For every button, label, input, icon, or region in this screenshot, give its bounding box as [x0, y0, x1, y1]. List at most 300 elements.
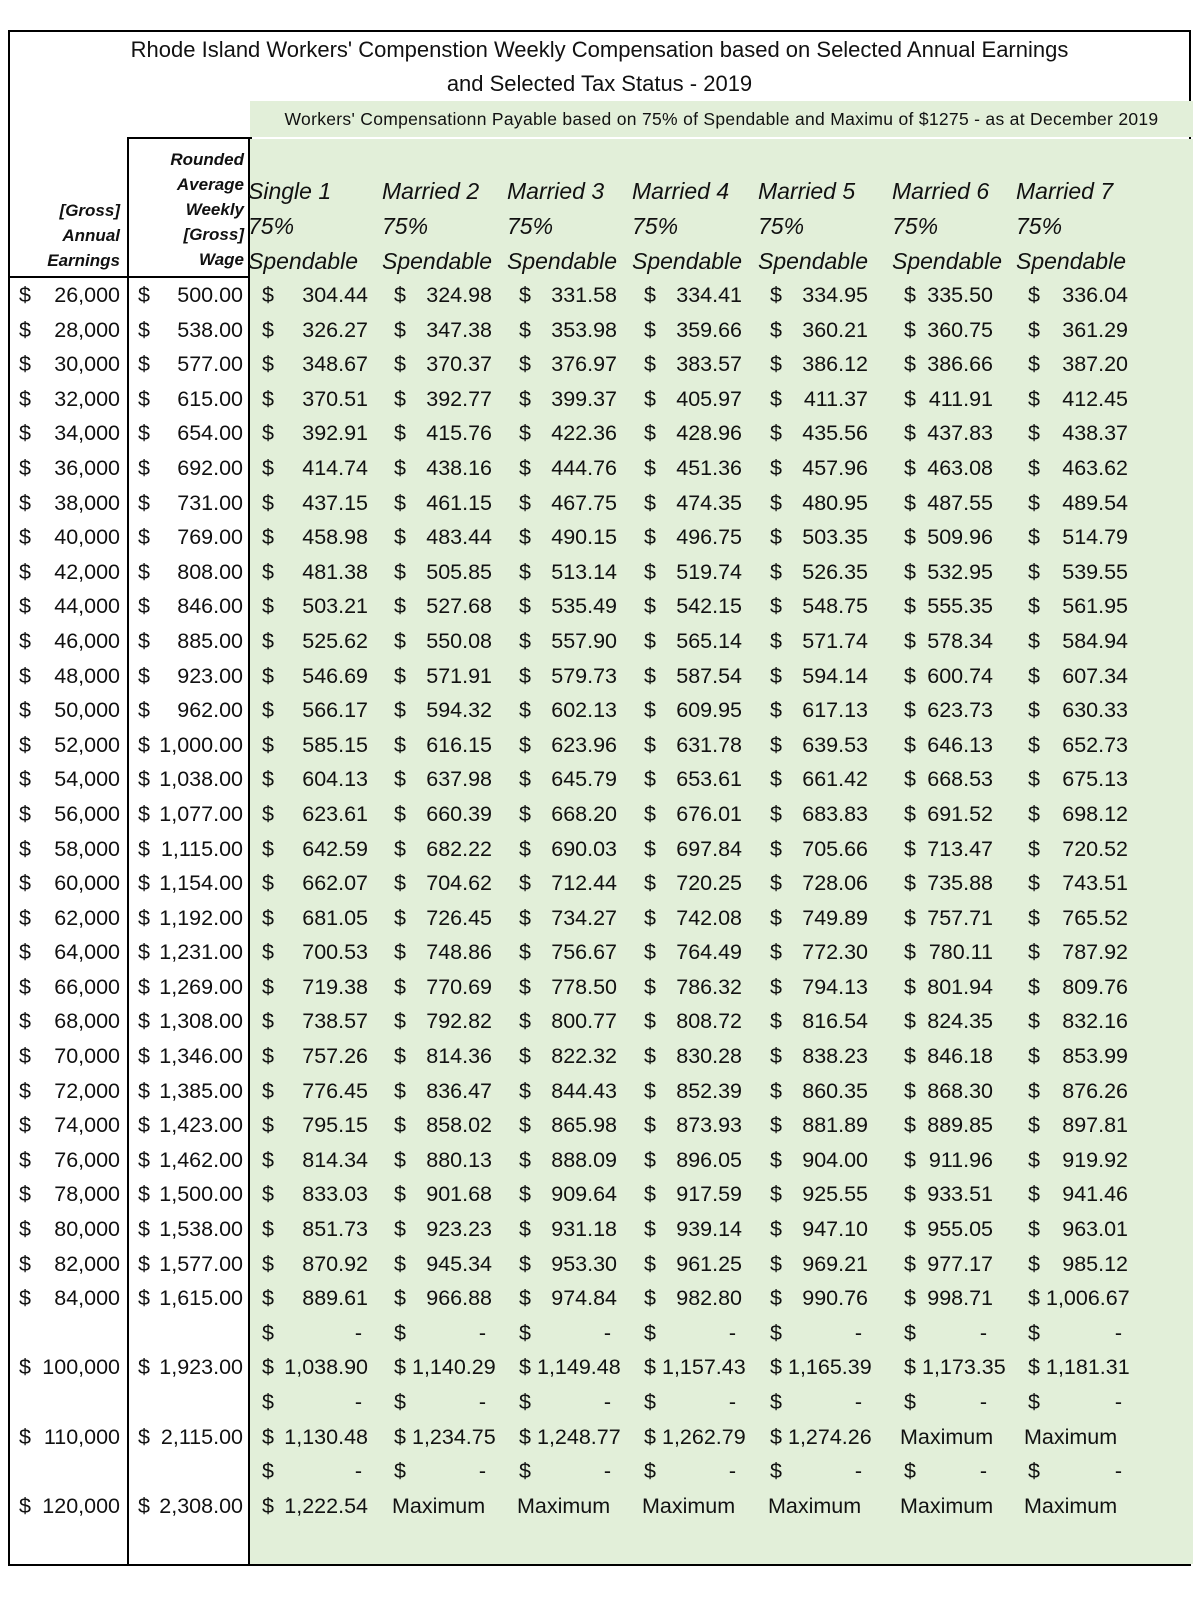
compensation-currency-symbol: $ — [644, 698, 656, 723]
compensation-value: 853.99 — [1062, 1044, 1128, 1069]
compensation-value: 630.33 — [1062, 698, 1128, 723]
compensation-empty-value: - — [478, 1320, 486, 1345]
annual-earnings: 32,000 — [54, 386, 120, 411]
compensation-value: 808.72 — [676, 1009, 742, 1034]
compensation-value: 326.27 — [302, 317, 368, 342]
compensation-currency-symbol: $ — [394, 836, 406, 861]
compensation-value: 623.96 — [551, 732, 617, 757]
compensation-value: 481.38 — [302, 559, 368, 584]
annual-currency-symbol: $ — [19, 1078, 31, 1103]
compensation-value: 814.36 — [426, 1044, 492, 1069]
compensation-maximum: Maximum — [1024, 1493, 1118, 1518]
compensation-currency-symbol: $ — [394, 1078, 406, 1103]
compensation-value: 901.68 — [426, 1182, 492, 1207]
compensation-value: 548.75 — [802, 594, 868, 619]
weekly-wage: 1,000.00 — [159, 732, 243, 757]
compensation-currency-symbol: $ — [262, 283, 274, 307]
compensation-value: 889.61 — [302, 1286, 368, 1311]
compensation-value: 463.62 — [1062, 455, 1128, 480]
compensation-value: 376.97 — [551, 352, 617, 377]
compensation-currency-symbol: $ — [770, 1217, 782, 1242]
table-row — [10, 1214, 1189, 1249]
table-row — [10, 1422, 1189, 1457]
table-title-line-1: Rhode Island Workers' Compenstion Weekly Compensation based on Selected Annual Earnings — [130, 37, 1069, 62]
compensation-value: 691.52 — [927, 801, 993, 826]
compensation-currency-symbol: $ — [904, 1251, 916, 1276]
table-row — [10, 1352, 1189, 1387]
compensation-currency-symbol: $ — [904, 1320, 916, 1345]
annual-earnings: 120,000 — [42, 1493, 120, 1518]
table-body — [10, 280, 1189, 1525]
compensation-currency-symbol: $ — [904, 1390, 916, 1414]
compensation-value: 1,173.35 — [922, 1355, 1006, 1380]
compensation-value: 941.46 — [1062, 1182, 1128, 1207]
column-header-line: Spendable — [507, 248, 617, 274]
compensation-currency-symbol: $ — [904, 1217, 916, 1242]
compensation-currency-symbol: $ — [519, 1251, 531, 1276]
table-row — [10, 557, 1189, 592]
compensation-value: 661.42 — [802, 767, 868, 792]
compensation-currency-symbol: $ — [262, 1113, 274, 1138]
table-row — [10, 418, 1189, 453]
table-row — [10, 349, 1189, 384]
wage-currency-symbol: $ — [138, 767, 150, 792]
column-header-1 — [248, 174, 358, 279]
compensation-value: 683.83 — [802, 801, 868, 826]
compensation-value: 463.08 — [927, 455, 993, 480]
compensation-currency-symbol: $ — [519, 559, 531, 584]
wage-currency-symbol: $ — [138, 283, 150, 307]
compensation-currency-symbol: $ — [904, 836, 916, 861]
column-header-6 — [892, 174, 1002, 279]
annual-earnings: 36,000 — [54, 455, 120, 480]
compensation-value: 719.38 — [302, 974, 368, 999]
compensation-value: 772.30 — [802, 940, 868, 965]
compensation-value: 566.17 — [302, 698, 368, 723]
annual-earnings: 76,000 — [54, 1147, 120, 1172]
compensation-currency-symbol: $ — [262, 974, 274, 999]
compensation-value: 720.52 — [1062, 836, 1128, 861]
column-header-line: Spendable — [248, 248, 358, 274]
compensation-table — [8, 30, 1191, 1566]
compensation-value: 824.35 — [927, 1009, 993, 1034]
compensation-value: 438.37 — [1062, 421, 1128, 446]
table-row — [10, 453, 1189, 488]
compensation-maximum: Maximum — [900, 1493, 994, 1518]
annual-earnings: 42,000 — [54, 559, 120, 584]
compensation-value: 399.37 — [551, 386, 617, 411]
compensation-value: 809.76 — [1062, 974, 1128, 999]
compensation-currency-symbol: $ — [1028, 525, 1040, 550]
weekly-wage: 846.00 — [177, 594, 243, 619]
compensation-value: 765.52 — [1062, 905, 1128, 930]
compensation-currency-symbol: $ — [644, 1251, 656, 1276]
compensation-value: 668.20 — [551, 801, 617, 826]
compensation-currency-symbol: $ — [262, 525, 274, 550]
compensation-currency-symbol: $ — [262, 871, 274, 896]
table-subtitle: Workers' Compensationn Payable based on 75% of Spendable and Maximu of $1275 - as at December 2019 — [284, 109, 1159, 129]
table-row — [10, 1249, 1189, 1284]
compensation-empty-value: - — [603, 1320, 611, 1345]
column-header-line: 75% — [507, 213, 554, 239]
compensation-value: 458.98 — [302, 525, 368, 550]
wage-currency-symbol: $ — [138, 628, 150, 653]
compensation-value: 947.10 — [802, 1217, 868, 1242]
column-header-line: Spendable — [382, 248, 492, 274]
compensation-currency-symbol: $ — [770, 1009, 782, 1034]
weekly-wage: 1,154.00 — [159, 871, 243, 896]
compensation-value: 726.45 — [426, 905, 492, 930]
compensation-currency-symbol: $ — [904, 525, 916, 550]
compensation-currency-symbol: $ — [519, 1044, 531, 1069]
compensation-currency-symbol: $ — [644, 628, 656, 653]
header-annual-earnings — [10, 198, 120, 273]
compensation-value: 757.71 — [927, 905, 993, 930]
annual-earnings: 28,000 — [54, 317, 120, 342]
annual-earnings: 110,000 — [43, 1424, 120, 1449]
compensation-value: 832.16 — [1062, 1009, 1128, 1034]
compensation-value: 1,149.48 — [537, 1355, 621, 1380]
compensation-value: 550.08 — [426, 628, 492, 653]
wage-currency-symbol: $ — [138, 490, 150, 515]
compensation-value: 645.79 — [551, 767, 617, 792]
annual-currency-symbol: $ — [19, 801, 31, 826]
compensation-currency-symbol: $ — [262, 767, 274, 792]
table-row — [10, 868, 1189, 903]
compensation-currency-symbol: $ — [1028, 1044, 1040, 1069]
compensation-currency-symbol: $ — [262, 836, 274, 861]
compensation-currency-symbol: $ — [262, 421, 274, 446]
compensation-currency-symbol: $ — [519, 732, 531, 757]
compensation-currency-symbol: $ — [262, 698, 274, 723]
compensation-currency-symbol: $ — [644, 1113, 656, 1138]
compensation-currency-symbol: $ — [904, 455, 916, 480]
compensation-value: 483.44 — [426, 525, 492, 550]
compensation-value: 607.34 — [1062, 663, 1128, 688]
compensation-value: 348.67 — [302, 352, 368, 377]
annual-currency-symbol: $ — [19, 1251, 31, 1276]
weekly-wage: 1,538.00 — [159, 1217, 243, 1242]
compensation-value: 705.66 — [802, 836, 868, 861]
column-header-line: Single 1 — [248, 178, 332, 204]
annual-currency-symbol: $ — [19, 698, 31, 723]
weekly-wage: 1,077.00 — [159, 801, 243, 826]
compensation-currency-symbol: $ — [394, 1355, 406, 1380]
table-row — [10, 799, 1189, 834]
compensation-value: 1,222.54 — [284, 1493, 368, 1518]
compensation-value: 532.95 — [927, 559, 993, 584]
compensation-value: 331.58 — [551, 283, 617, 307]
table-row — [10, 764, 1189, 799]
compensation-value: 833.03 — [302, 1182, 368, 1207]
compensation-currency-symbol: $ — [904, 1078, 916, 1103]
compensation-value: 578.34 — [927, 628, 993, 653]
compensation-currency-symbol: $ — [519, 1182, 531, 1207]
weekly-wage: 1,346.00 — [159, 1044, 243, 1069]
compensation-value: 411.37 — [803, 386, 868, 411]
annual-currency-symbol: $ — [19, 1286, 31, 1311]
compensation-value: 830.28 — [676, 1044, 742, 1069]
compensation-value: 697.84 — [676, 836, 742, 861]
compensation-value: 353.98 — [551, 317, 617, 342]
table-row — [10, 1387, 1189, 1422]
compensation-currency-symbol: $ — [770, 1147, 782, 1172]
compensation-value: 334.41 — [676, 283, 742, 307]
wage-currency-symbol: $ — [138, 1147, 150, 1172]
compensation-value: 743.51 — [1062, 871, 1128, 896]
compensation-currency-symbol: $ — [1028, 732, 1040, 757]
compensation-currency-symbol: $ — [1028, 594, 1040, 619]
compensation-currency-symbol: $ — [904, 421, 916, 446]
compensation-value: 728.06 — [802, 871, 868, 896]
table-title-line-2: and Selected Tax Status - 2019 — [446, 71, 753, 96]
compensation-empty-value: - — [854, 1320, 862, 1345]
compensation-empty-value: - — [354, 1390, 362, 1414]
compensation-currency-symbol: $ — [519, 1320, 531, 1345]
weekly-wage: 1,577.00 — [159, 1251, 243, 1276]
compensation-value: 584.94 — [1062, 628, 1128, 653]
column-header-5 — [758, 174, 868, 279]
column-header-line: Spendable — [758, 248, 868, 274]
table-row — [10, 972, 1189, 1007]
compensation-value: 535.49 — [551, 594, 617, 619]
table-row — [10, 1283, 1189, 1318]
compensation-value: 990.76 — [802, 1286, 868, 1311]
column-header-line: 75% — [382, 213, 429, 239]
compensation-value: 778.50 — [551, 974, 617, 999]
compensation-currency-symbol: $ — [644, 594, 656, 619]
compensation-value: 787.92 — [1062, 940, 1128, 965]
compensation-currency-symbol: $ — [394, 974, 406, 999]
compensation-currency-symbol: $ — [644, 352, 656, 377]
compensation-value: 974.84 — [551, 1286, 617, 1311]
compensation-value: 801.94 — [927, 974, 993, 999]
compensation-currency-symbol: $ — [1028, 1113, 1040, 1138]
compensation-currency-symbol: $ — [262, 732, 274, 757]
annual-earnings: 46,000 — [54, 628, 120, 653]
compensation-currency-symbol: $ — [519, 490, 531, 515]
compensation-value: 435.56 — [802, 421, 868, 446]
compensation-empty-value: - — [728, 1320, 736, 1345]
compensation-value: 764.49 — [676, 940, 742, 965]
compensation-value: 324.98 — [426, 283, 492, 307]
wage-currency-symbol: $ — [138, 1044, 150, 1069]
compensation-value: 969.21 — [802, 1251, 868, 1276]
compensation-value: 579.73 — [551, 663, 617, 688]
wage-currency-symbol: $ — [138, 1182, 150, 1207]
compensation-value: 933.51 — [927, 1182, 993, 1207]
annual-currency-symbol: $ — [19, 663, 31, 688]
annual-currency-symbol: $ — [19, 732, 31, 757]
column-header-7 — [1016, 174, 1126, 279]
wage-currency-symbol: $ — [138, 663, 150, 688]
weekly-wage: 1,500.00 — [159, 1182, 243, 1207]
compensation-value: 383.57 — [676, 352, 742, 377]
weekly-wage: 1,923.00 — [159, 1355, 243, 1380]
compensation-currency-symbol: $ — [644, 1078, 656, 1103]
annual-earnings: 66,000 — [54, 974, 120, 999]
compensation-value: 870.92 — [302, 1251, 368, 1276]
compensation-currency-symbol: $ — [904, 940, 916, 965]
header-weekly-wage — [129, 147, 244, 272]
compensation-value: 852.39 — [676, 1078, 742, 1103]
compensation-currency-symbol: $ — [770, 974, 782, 999]
header-wage-line: Rounded — [170, 150, 244, 169]
compensation-value: 713.47 — [927, 836, 993, 861]
compensation-value: 571.74 — [802, 628, 868, 653]
annual-earnings: 78,000 — [54, 1182, 120, 1207]
compensation-currency-symbol: $ — [770, 871, 782, 896]
compensation-currency-symbol: $ — [262, 940, 274, 965]
wage-currency-symbol: $ — [138, 871, 150, 896]
compensation-empty-value: - — [728, 1459, 736, 1484]
table-row — [10, 488, 1189, 523]
compensation-currency-symbol: $ — [519, 283, 531, 307]
compensation-currency-symbol: $ — [1028, 283, 1040, 307]
compensation-value: 880.13 — [426, 1147, 492, 1172]
compensation-value: 1,038.90 — [284, 1355, 368, 1380]
compensation-value: 461.15 — [426, 490, 492, 515]
compensation-currency-symbol: $ — [1028, 767, 1040, 792]
column-header-line: 75% — [892, 213, 939, 239]
annual-earnings: 52,000 — [54, 732, 120, 757]
compensation-value: 780.11 — [928, 940, 993, 965]
compensation-currency-symbol: $ — [904, 732, 916, 757]
annual-currency-symbol: $ — [19, 421, 31, 446]
compensation-currency-symbol: $ — [394, 1251, 406, 1276]
compensation-value: 557.90 — [551, 628, 617, 653]
compensation-currency-symbol: $ — [1028, 801, 1040, 826]
compensation-value: 639.53 — [802, 732, 868, 757]
compensation-value: 865.98 — [551, 1113, 617, 1138]
annual-currency-symbol: $ — [19, 352, 31, 377]
annual-earnings: 60,000 — [54, 871, 120, 896]
wage-currency-symbol: $ — [138, 801, 150, 826]
wage-currency-symbol: $ — [138, 1493, 150, 1518]
compensation-value: 662.07 — [302, 871, 368, 896]
column-header-line: 75% — [248, 213, 295, 239]
compensation-currency-symbol: $ — [1028, 1390, 1040, 1414]
compensation-value: 600.74 — [927, 663, 993, 688]
weekly-wage: 1,269.00 — [159, 974, 243, 999]
column-header-line: Married 6 — [892, 178, 990, 204]
compensation-currency-symbol: $ — [262, 1355, 274, 1380]
column-header-line: Married 7 — [1016, 178, 1114, 204]
annual-currency-symbol: $ — [19, 1147, 31, 1172]
compensation-currency-symbol: $ — [394, 628, 406, 653]
compensation-currency-symbol: $ — [904, 698, 916, 723]
compensation-value: 836.47 — [426, 1078, 492, 1103]
compensation-value: 386.12 — [802, 352, 868, 377]
compensation-value: 675.13 — [1062, 767, 1128, 792]
wage-currency-symbol: $ — [138, 1078, 150, 1103]
compensation-currency-symbol: $ — [394, 1113, 406, 1138]
annual-earnings: 30,000 — [54, 352, 120, 377]
header-divider-bottom — [10, 276, 250, 278]
compensation-currency-symbol: $ — [262, 1044, 274, 1069]
compensation-value: 881.89 — [802, 1113, 868, 1138]
compensation-value: 814.34 — [302, 1147, 368, 1172]
compensation-currency-symbol: $ — [770, 1113, 782, 1138]
compensation-currency-symbol: $ — [394, 386, 406, 411]
table-row — [10, 730, 1189, 765]
annual-currency-symbol: $ — [19, 1113, 31, 1138]
wage-currency-symbol: $ — [138, 317, 150, 342]
table-row — [10, 1041, 1189, 1076]
compensation-value: 776.45 — [302, 1078, 368, 1103]
table-row — [10, 384, 1189, 419]
compensation-currency-symbol: $ — [394, 1459, 406, 1484]
weekly-wage: 1,115.00 — [160, 836, 243, 861]
compensation-currency-symbol: $ — [904, 317, 916, 342]
compensation-currency-symbol: $ — [394, 317, 406, 342]
header-annual-line: [Gross] — [59, 201, 120, 220]
compensation-value: 982.80 — [676, 1286, 742, 1311]
compensation-value: 858.02 — [426, 1113, 492, 1138]
compensation-currency-symbol: $ — [394, 1390, 406, 1414]
compensation-value: 411.91 — [928, 386, 993, 411]
annual-earnings: 100,000 — [42, 1355, 120, 1380]
compensation-value: 642.59 — [302, 836, 368, 861]
compensation-currency-symbol: $ — [262, 1459, 274, 1484]
compensation-currency-symbol: $ — [519, 352, 531, 377]
table-row — [10, 1110, 1189, 1145]
annual-currency-symbol: $ — [19, 1424, 31, 1449]
column-header-line: Married 4 — [632, 178, 730, 204]
column-header-line: Spendable — [892, 248, 1002, 274]
table-row — [10, 1318, 1189, 1353]
annual-earnings: 40,000 — [54, 525, 120, 550]
compensation-value: 720.25 — [676, 871, 742, 896]
compensation-currency-symbol: $ — [644, 1147, 656, 1172]
compensation-currency-symbol: $ — [262, 594, 274, 619]
compensation-currency-symbol: $ — [519, 421, 531, 446]
compensation-currency-symbol: $ — [394, 283, 406, 307]
compensation-value: 923.23 — [426, 1217, 492, 1242]
compensation-currency-symbol: $ — [519, 1009, 531, 1034]
annual-earnings: 72,000 — [54, 1078, 120, 1103]
compensation-value: 1,130.48 — [284, 1424, 368, 1449]
compensation-currency-symbol: $ — [644, 905, 656, 930]
table-row — [10, 937, 1189, 972]
compensation-currency-symbol: $ — [1028, 421, 1040, 446]
compensation-value: 519.74 — [676, 559, 742, 584]
column-header-4 — [632, 174, 742, 279]
compensation-value: 652.73 — [1062, 732, 1128, 757]
annual-earnings: 48,000 — [54, 663, 120, 688]
compensation-currency-symbol: $ — [904, 352, 916, 377]
compensation-value: 392.91 — [302, 421, 368, 446]
compensation-value: 955.05 — [927, 1217, 993, 1242]
compensation-currency-symbol: $ — [1028, 352, 1040, 377]
compensation-currency-symbol: $ — [519, 836, 531, 861]
compensation-currency-symbol: $ — [394, 1217, 406, 1242]
compensation-value: 525.62 — [302, 628, 368, 653]
compensation-value: 631.78 — [676, 732, 742, 757]
compensation-value: 359.66 — [676, 317, 742, 342]
compensation-value: 1,165.39 — [788, 1355, 872, 1380]
compensation-value: 1,157.43 — [662, 1355, 746, 1380]
compensation-currency-symbol: $ — [644, 1286, 656, 1311]
header-divider-top — [127, 137, 252, 139]
wage-currency-symbol: $ — [138, 974, 150, 999]
compensation-currency-symbol: $ — [904, 1009, 916, 1034]
compensation-currency-symbol: $ — [519, 386, 531, 411]
compensation-currency-symbol: $ — [904, 1459, 916, 1484]
weekly-wage: 769.00 — [177, 525, 243, 550]
compensation-value: 527.68 — [426, 594, 492, 619]
compensation-value: 846.18 — [927, 1044, 993, 1069]
